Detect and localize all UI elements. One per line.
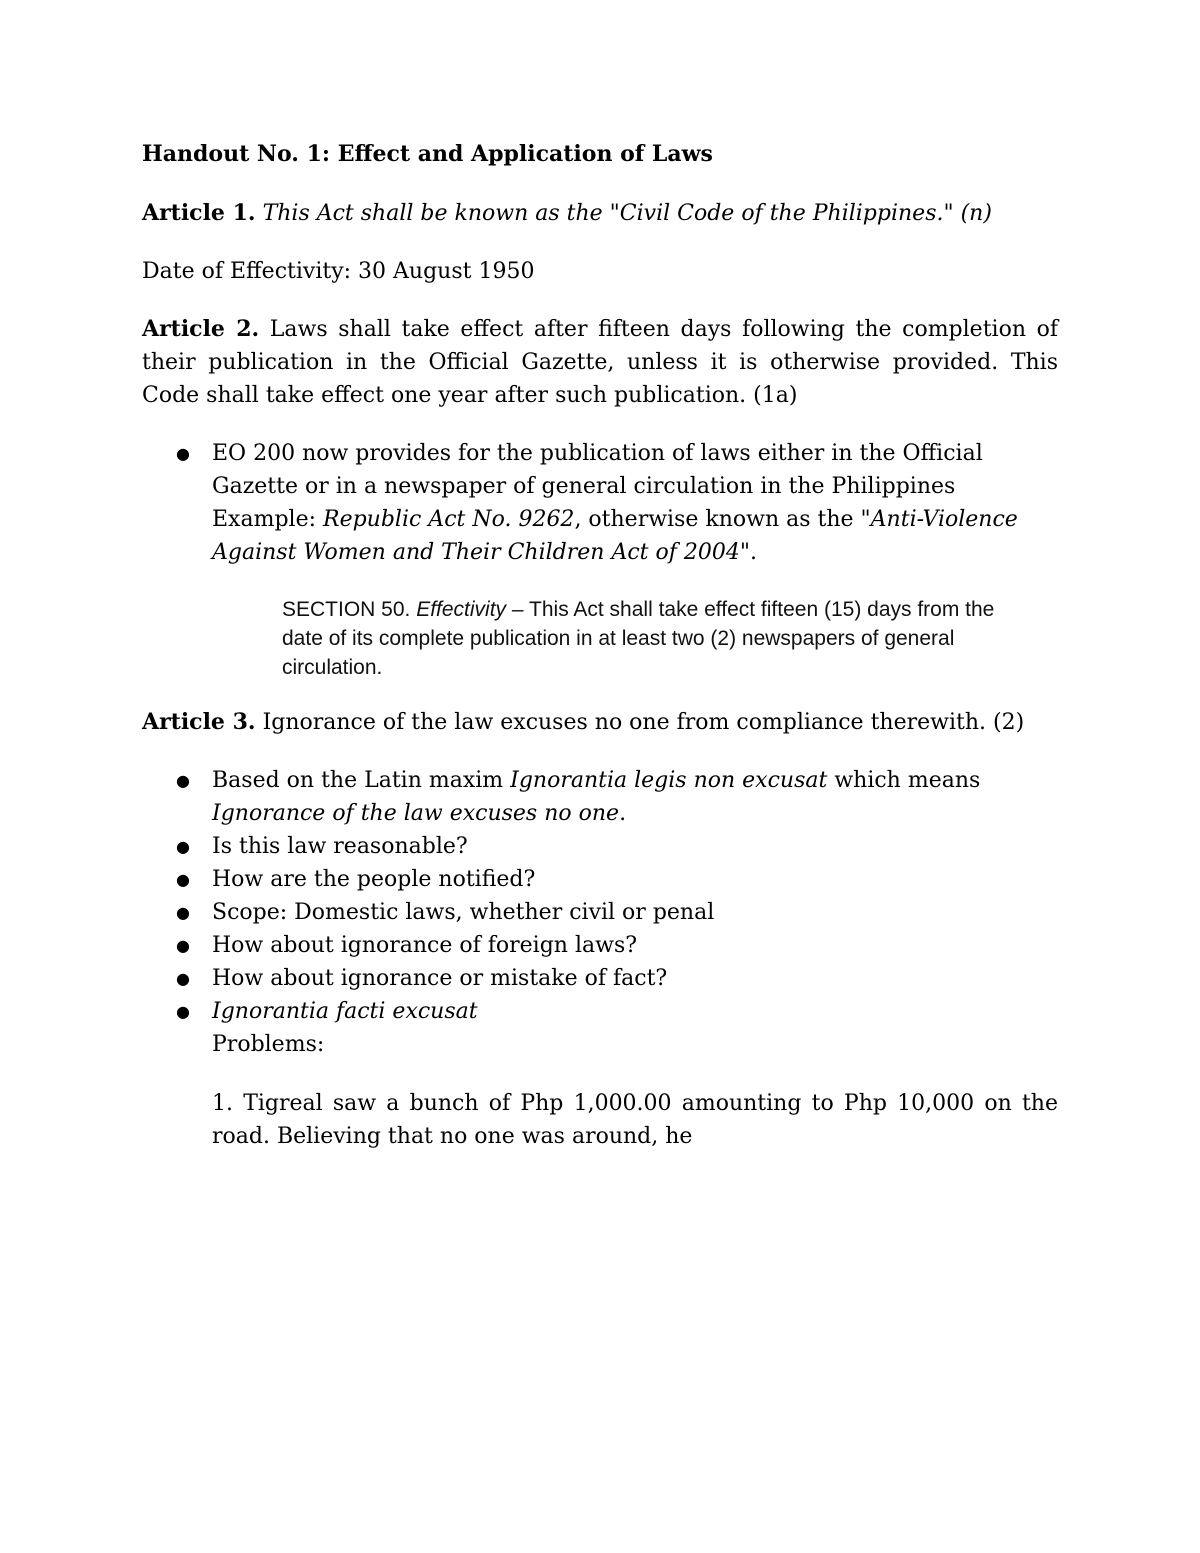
example-act-name: Anti-Violence Against Women and Their Children Act of 2004 [212, 507, 1018, 565]
list-item [142, 764, 1058, 830]
list-item-text: How are the people notified? [212, 867, 536, 892]
article-2-text: Laws shall take effect after fifteen days following the completion of their publication in the Official Gazette, unless it is otherwise provided. This Code shall take effect one year after such publication. (1a) [142, 317, 1058, 408]
article-3-text: Ignorance of the law excuses no one from compliance therewith. (2) [262, 710, 1025, 735]
article-3-label: Article 3. [142, 709, 256, 735]
maxim-prefix: Based on the Latin maxim [212, 768, 511, 793]
date-of-effectivity: Date of Effectivity: 30 August 1950 [142, 259, 535, 284]
article-1-label: Article 1. [142, 200, 256, 226]
bullet-icon: ● [176, 903, 190, 922]
bullet-icon: ● [176, 771, 190, 790]
list-item [142, 929, 1058, 962]
bullet-icon: ● [176, 1002, 190, 1021]
list-item-text: Is this law reasonable? [212, 834, 468, 859]
article-3-bullet-list [142, 764, 1058, 1028]
bullet-icon: ● [176, 969, 190, 988]
maxim-middle: which means [827, 768, 981, 793]
example-suffix: ". [739, 540, 757, 565]
example-prefix: Example: [212, 507, 323, 532]
maxim-end: . [619, 801, 627, 826]
list-item-text: EO 200 now provides for the publication of laws either in the Official Gazette or in a newspaper of general circulation in the Philippines [212, 441, 983, 499]
document-body [142, 138, 1058, 1153]
list-item [142, 896, 1058, 929]
article-2-bullet-list [142, 437, 1058, 503]
problem-1: 1. Tigreal saw a bunch of Php 1,000.00 amounting to Php 10,000 on the road. Believing that no one was around, he [212, 1091, 1058, 1149]
list-item [142, 962, 1058, 995]
page-title: Handout No. 1: Effect and Application of Laws [142, 141, 713, 167]
section-50-text: – This Act shall take effect fifteen (15) days from the date of its complete publication in at least two (2) newspapers of general circulation. [282, 598, 995, 679]
example-paragraph [142, 503, 1058, 569]
list-item-text: Scope: Domestic laws, whether civil or penal [212, 900, 715, 925]
article-2-label: Article 2. [142, 316, 260, 342]
bullet-icon: ● [176, 870, 190, 889]
section-50-quote [142, 595, 1058, 682]
bullet-icon: ● [176, 837, 190, 856]
article-3 [142, 706, 1058, 739]
list-item [142, 830, 1058, 863]
list-item [142, 995, 1058, 1028]
maxim-latin: Ignorantia legis non excusat [510, 768, 828, 793]
bullet-icon: ● [176, 936, 190, 955]
bullet-icon: ● [176, 444, 190, 463]
list-item-text: How about ignorance of foreign laws? [212, 933, 638, 958]
maxim-meaning: Ignorance of the law excuses no one [212, 801, 620, 826]
article-1-text: This Act shall be known as the "Civil Code of the Philippines." (n) [262, 201, 992, 226]
article-1 [142, 197, 1058, 230]
section-50-heading: Effectivity [416, 598, 507, 621]
list-item [142, 863, 1058, 896]
example-middle: , otherwise known as the " [574, 507, 871, 532]
section-50-prefix: SECTION 50. [282, 598, 417, 621]
article-2 [142, 313, 1058, 412]
list-item [142, 437, 1058, 503]
list-item-text: Ignorantia facti excusat [212, 999, 478, 1024]
problems-label: Problems: [212, 1032, 325, 1057]
example-act: Republic Act No. 9262 [323, 507, 575, 532]
list-item-text: How about ignorance or mistake of fact? [212, 966, 668, 991]
